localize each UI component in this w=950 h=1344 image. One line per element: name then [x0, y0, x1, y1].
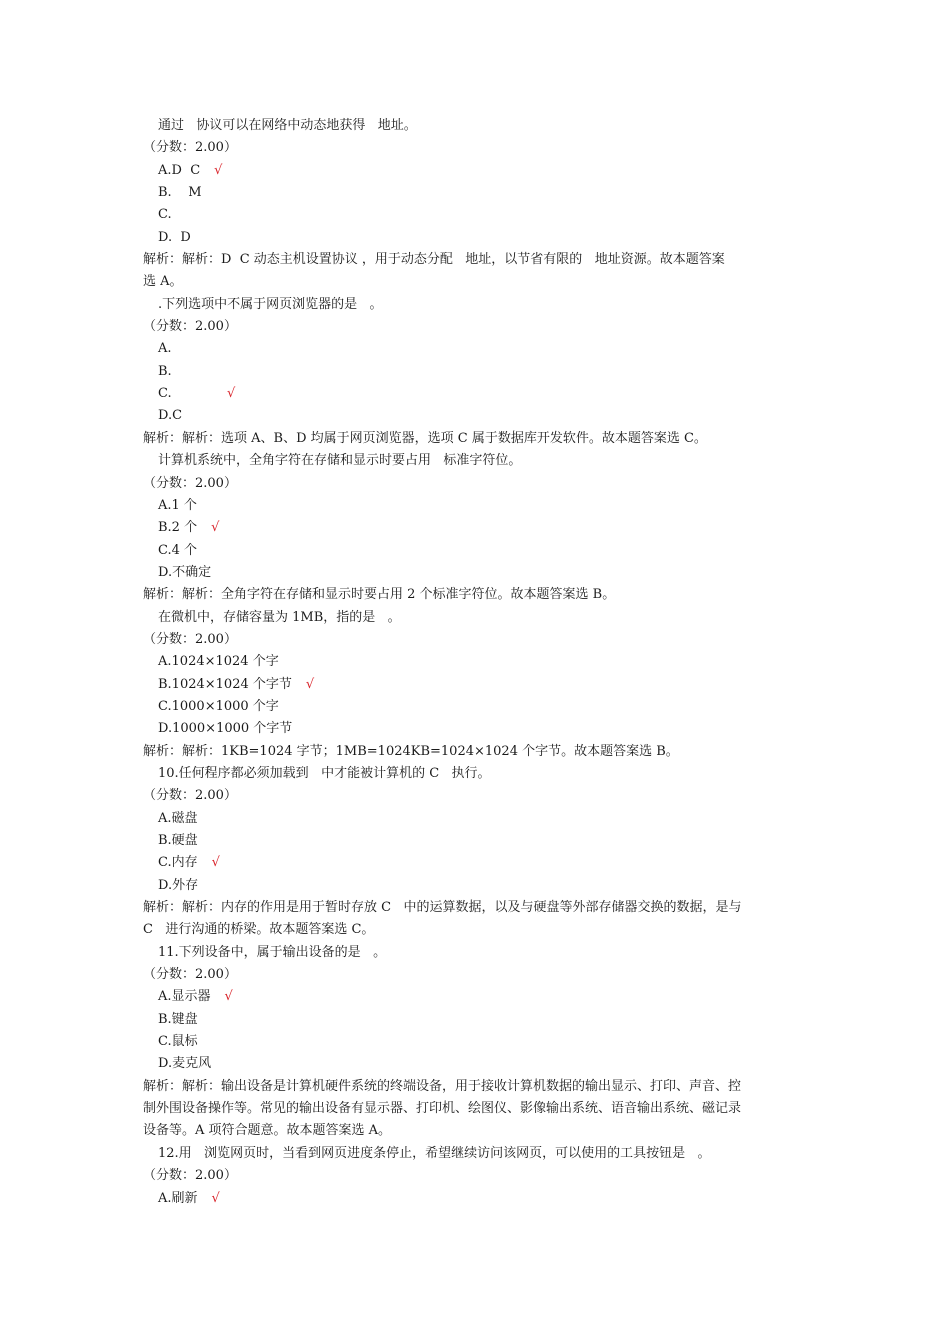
question-stem: 在微机中，存储容量为 1MB，指的是 。 [158, 609, 401, 625]
analysis-line: 解析：解析：1KB=1024 字节；1MB=1024KB=1024×1024 个字节。故本题答案选 B。 [143, 743, 679, 759]
option-text: A.1 个 [158, 497, 197, 513]
option-row [143, 160, 823, 182]
question-block [143, 294, 823, 450]
question-score: （分数：2.00） [143, 319, 237, 335]
question-stem: 12.用 浏览网页时，当看到网页进度条停止，希望继续访问该网页，可以使用的工具按钮是 。 [158, 1145, 711, 1161]
option-row [143, 718, 823, 740]
option-text: B.2 个 [158, 520, 198, 536]
correct-check-mark: √ [211, 1190, 220, 1206]
question-score: （分数：2.00） [143, 631, 237, 647]
question-block [143, 450, 823, 606]
option-text: A.磁盘 [158, 810, 198, 826]
option-row [143, 562, 823, 584]
analysis-line: 解析：解析：内存的作用是用于暂时存放 C 中的运算数据，以及与硬盘等外部存储器交换的数据，是与 [143, 900, 742, 916]
option-row [143, 830, 823, 852]
option-row [143, 361, 823, 383]
option-row [143, 808, 823, 830]
option-text: D.1000×1000 个字节 [158, 721, 293, 737]
correct-check-mark: √ [224, 989, 233, 1005]
option-text: C. [158, 386, 213, 402]
option-row [143, 338, 823, 360]
question-score: （分数：2.00） [143, 1168, 237, 1184]
option-text: C.鼠标 [158, 1034, 198, 1050]
analysis-line: 制外围设备操作等。常见的输出设备有显示器、打印机、绘图仪、影像输出系统、语音输出系统、磁记录 [143, 1101, 742, 1117]
question-block [143, 115, 823, 294]
option-text: B. [158, 363, 172, 379]
question-score: （分数：2.00） [143, 788, 237, 804]
option-text: B.键盘 [158, 1011, 198, 1027]
option-text: A. [158, 341, 172, 357]
analysis-line: 选 A。 [143, 274, 183, 290]
question-score: （分数：2.00） [143, 967, 237, 983]
option-text: C.内存 [158, 855, 198, 871]
correct-check-mark: √ [211, 855, 220, 871]
analysis-line: 解析：解析：全角字符在存储和显示时要占用 2 个标准字符位。故本题答案选 B。 [143, 587, 616, 603]
option-text: D.C [158, 408, 183, 424]
question-stem: 通过 协议可以在网络中动态地获得 地址。 [158, 118, 417, 133]
question-score: （分数：2.00） [143, 140, 237, 156]
option-row [143, 405, 823, 427]
analysis-line: 解析：解析：选项 A、B、D 均属于网页浏览器，选项 C 属于数据库开发软件。故本题答案选 C。 [143, 430, 707, 446]
question-block [143, 942, 823, 1143]
question-stem: 10.任何程序都必须加载到 中才能被计算机的 C 执行。 [158, 765, 491, 781]
option-text: A.D C [158, 162, 201, 178]
option-row [143, 986, 823, 1008]
option-row [143, 540, 823, 562]
analysis-line: C 进行沟通的桥梁。故本题答案选 C。 [143, 922, 375, 938]
analysis-line: 解析：解析：输出设备是计算机硬件系统的终端设备，用于接收计算机数据的输出显示、打印、声音、控 [143, 1078, 742, 1094]
option-row [143, 1053, 823, 1075]
option-row [143, 182, 823, 204]
question-stem: 11.下列设备中，属于输出设备的是 。 [158, 944, 387, 960]
question-stem: .下列选项中不属于网页浏览器的是 。 [158, 296, 383, 312]
option-text: D.麦克风 [158, 1056, 212, 1072]
option-text: D. D [158, 229, 191, 245]
option-text: B.硬盘 [158, 833, 198, 848]
option-row [143, 227, 823, 249]
correct-check-mark: √ [226, 386, 236, 402]
option-text: B.1024×1024 个字节 [158, 676, 292, 692]
option-text: C.4 个 [158, 542, 198, 558]
option-row [143, 495, 823, 517]
option-row [143, 651, 823, 673]
option-text: D.不确定 [158, 564, 212, 580]
option-row [143, 1031, 823, 1053]
analysis-line: 设备等。A 项符合题意。故本题答案选 A。 [143, 1123, 392, 1139]
option-row [143, 875, 823, 897]
option-text: C. [158, 207, 172, 223]
correct-check-mark: √ [211, 520, 220, 536]
option-row [143, 517, 823, 539]
analysis-line: 解析：解析：D C 动态主机设置协议 ，用于动态分配 地址，以节省有限的 地址资源。故本题答案 [143, 252, 725, 268]
correct-check-mark: √ [214, 162, 223, 178]
option-row [143, 696, 823, 718]
option-row [143, 204, 823, 226]
question-block [143, 1143, 823, 1210]
option-text: A.1024×1024 个字 [158, 654, 279, 670]
option-text: B. M [158, 185, 202, 201]
option-row [143, 1188, 823, 1210]
option-row [143, 852, 823, 874]
option-text: A.显示器 [158, 989, 211, 1005]
option-row [143, 383, 823, 405]
question-stem: 计算机系统中，全角字符在存储和显示时要占用 标准字符位。 [158, 453, 522, 469]
correct-check-mark: √ [305, 676, 315, 692]
option-row [143, 1009, 823, 1031]
option-text: C.1000×1000 个字 [158, 698, 279, 714]
question-block [143, 763, 823, 942]
question-score: （分数：2.00） [143, 475, 237, 491]
option-text: A.刷新 [158, 1190, 198, 1206]
document-body [143, 115, 823, 1210]
question-block [143, 607, 823, 763]
option-row [143, 674, 823, 696]
option-text: D.外存 [158, 877, 199, 893]
